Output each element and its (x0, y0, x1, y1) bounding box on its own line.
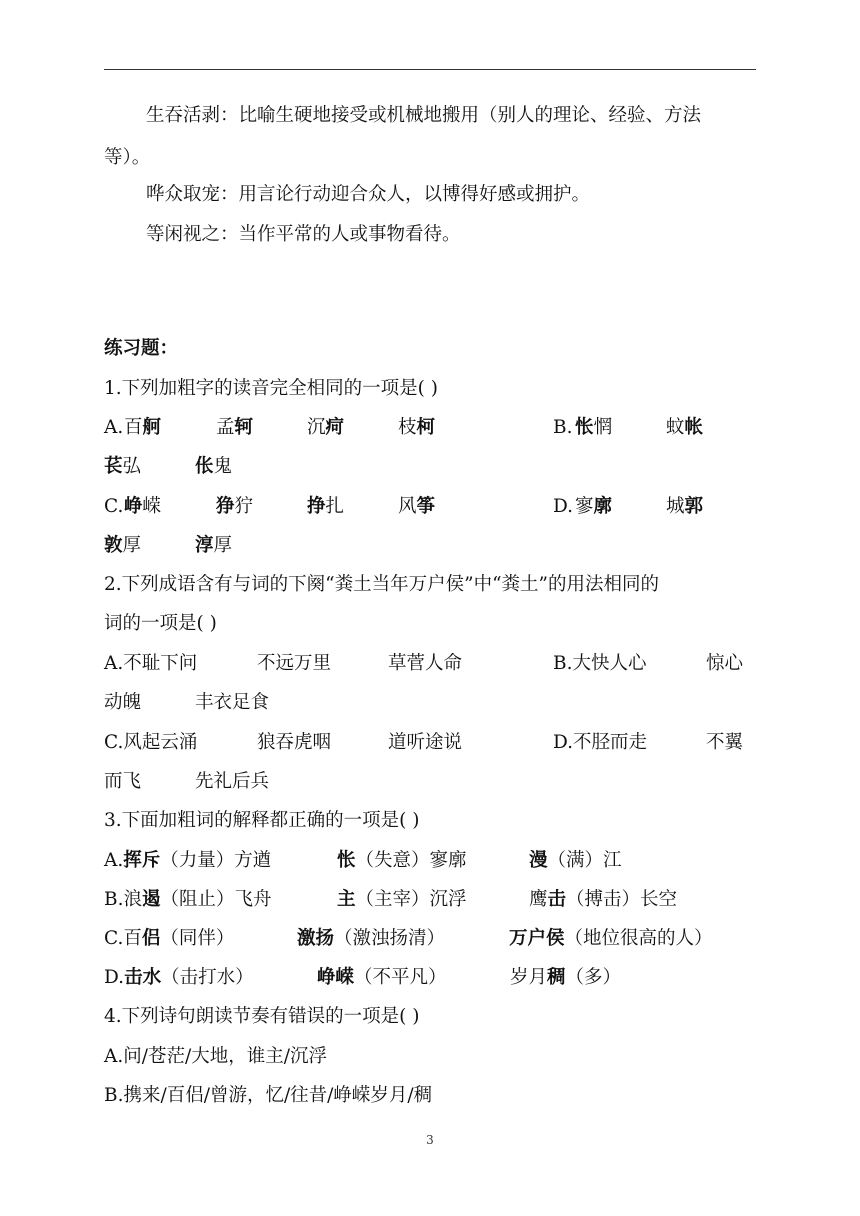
q1-d-word-4: 淳厚 (195, 535, 233, 556)
q1-d-word-3: 敦厚 (104, 535, 142, 556)
definition-text: 用言论行动迎合众人，以博得好感或拥护。 (238, 184, 591, 205)
header-rule (104, 69, 756, 70)
exercise-title: 练习题： (104, 338, 179, 359)
q2-option-d-2: 不翼 (706, 732, 744, 753)
q2-option-b-3: 丰衣足食 (195, 692, 270, 713)
q2-option-c-2: 狼吞虎咽 (257, 732, 332, 753)
definition-term: 等闲视之： (146, 224, 239, 245)
q1-c-word-4: 风筝 (398, 496, 436, 517)
q3-option-a-3: 漫（满）江 (529, 850, 622, 871)
q1-option-c-label: C. (104, 496, 124, 517)
q2-option-b-2: 惊心 (706, 653, 744, 674)
q1-a-word-4: 枝柯 (398, 417, 436, 438)
q1-b-word-1: 怅惘 (575, 417, 613, 438)
question-3-stem: 3.下面加粗词的解释都正确的一项是( ) (104, 810, 420, 831)
q1-a-word-3: 沉疴 (307, 417, 345, 438)
q1-a-word-2: 孟轲 (216, 417, 254, 438)
question-2-stem: 2.下列成语含有与词的下阕“粪土当年万户侯”中“粪土”的用法相同的 (104, 574, 659, 595)
definition-text: 比喻生硬地接受或机械地搬用（别人的理论、经验、方法 (238, 105, 702, 126)
definition-2 (146, 180, 590, 210)
q3-option-a-1: A.挥斥（力量）方遒 (104, 850, 272, 871)
q1-c-word-1: 峥嵘 (124, 496, 162, 517)
question-1-stem: 1.下列加粗字的读音完全相同的一项是( ) (104, 378, 438, 399)
q1-option-d-label: D. (553, 496, 574, 517)
q1-option-b-label: B. (553, 417, 573, 438)
q3-option-d-2: 峥嵘（不平凡） (317, 967, 447, 988)
q2-option-c-3: 道听途说 (388, 732, 463, 753)
definition-3 (146, 220, 461, 250)
definition-1-cont: 等）。 (104, 147, 151, 168)
q2-option-d-2-cont: 而飞 (104, 771, 142, 792)
q2-option-c-1: C.风起云涌 (104, 732, 198, 753)
page-number: 3 (426, 1133, 434, 1147)
q2-option-d-3: 先礼后兵 (195, 771, 270, 792)
q3-option-c-3: 万户侯（地位很高的人） (509, 928, 713, 949)
q3-option-b-1: B.浪遏（阻止）飞舟 (104, 889, 272, 910)
q3-option-a-2: 怅（失意）寥廓 (337, 850, 467, 871)
definition-1 (146, 101, 701, 131)
question-4-stem: 4.下列诗句朗读节奏有错误的一项是( ) (104, 1006, 420, 1027)
q1-option-a-label: A. (104, 417, 124, 438)
q1-d-word-2: 城郭 (666, 496, 704, 517)
q1-b-word-3: 苌弘 (104, 456, 142, 477)
q1-b-word-2: 蚊帐 (666, 417, 704, 438)
q2-option-b-1: B.大快人心 (553, 653, 647, 674)
q2-option-a-2: 不远万里 (257, 653, 332, 674)
definition-term: 生吞活剥： (146, 105, 239, 126)
q4-option-a: A.问/苍茫/大地，谁主/沉浮 (104, 1046, 327, 1067)
q1-c-word-2: 狰狞 (216, 496, 254, 517)
q2-option-b-2-cont: 动魄 (104, 692, 142, 713)
q3-option-c-1: C.百侣（同伴） (104, 928, 235, 949)
q3-option-b-2: 主（主宰）沉浮 (337, 889, 467, 910)
q1-a-word-1: 百舸 (124, 417, 162, 438)
q1-d-word-1: 寥廓 (575, 496, 613, 517)
q2-option-a-3: 草菅人命 (388, 653, 463, 674)
q3-option-c-2: 激扬（激浊扬清） (297, 928, 446, 949)
q3-option-b-3: 鹰击（搏击）长空 (529, 889, 678, 910)
q1-b-word-4: 伥鬼 (195, 456, 233, 477)
question-2-stem-cont: 词的一项是( ) (104, 613, 217, 634)
q2-option-a-1: A.不耻下问 (104, 653, 198, 674)
q3-option-d-1: D.击水（击打水） (104, 967, 254, 988)
q3-option-d-3: 岁月稠（多） (510, 967, 622, 988)
definition-term: 哗众取宠： (146, 184, 239, 205)
q4-option-b: B.携来/百侣/曾游，忆/往昔/峥嵘岁月/稠 (104, 1085, 433, 1106)
q1-c-word-3: 挣扎 (307, 496, 345, 517)
q2-option-d-1: D.不胫而走 (553, 732, 648, 753)
definition-text: 当作平常的人或事物看待。 (238, 224, 461, 245)
